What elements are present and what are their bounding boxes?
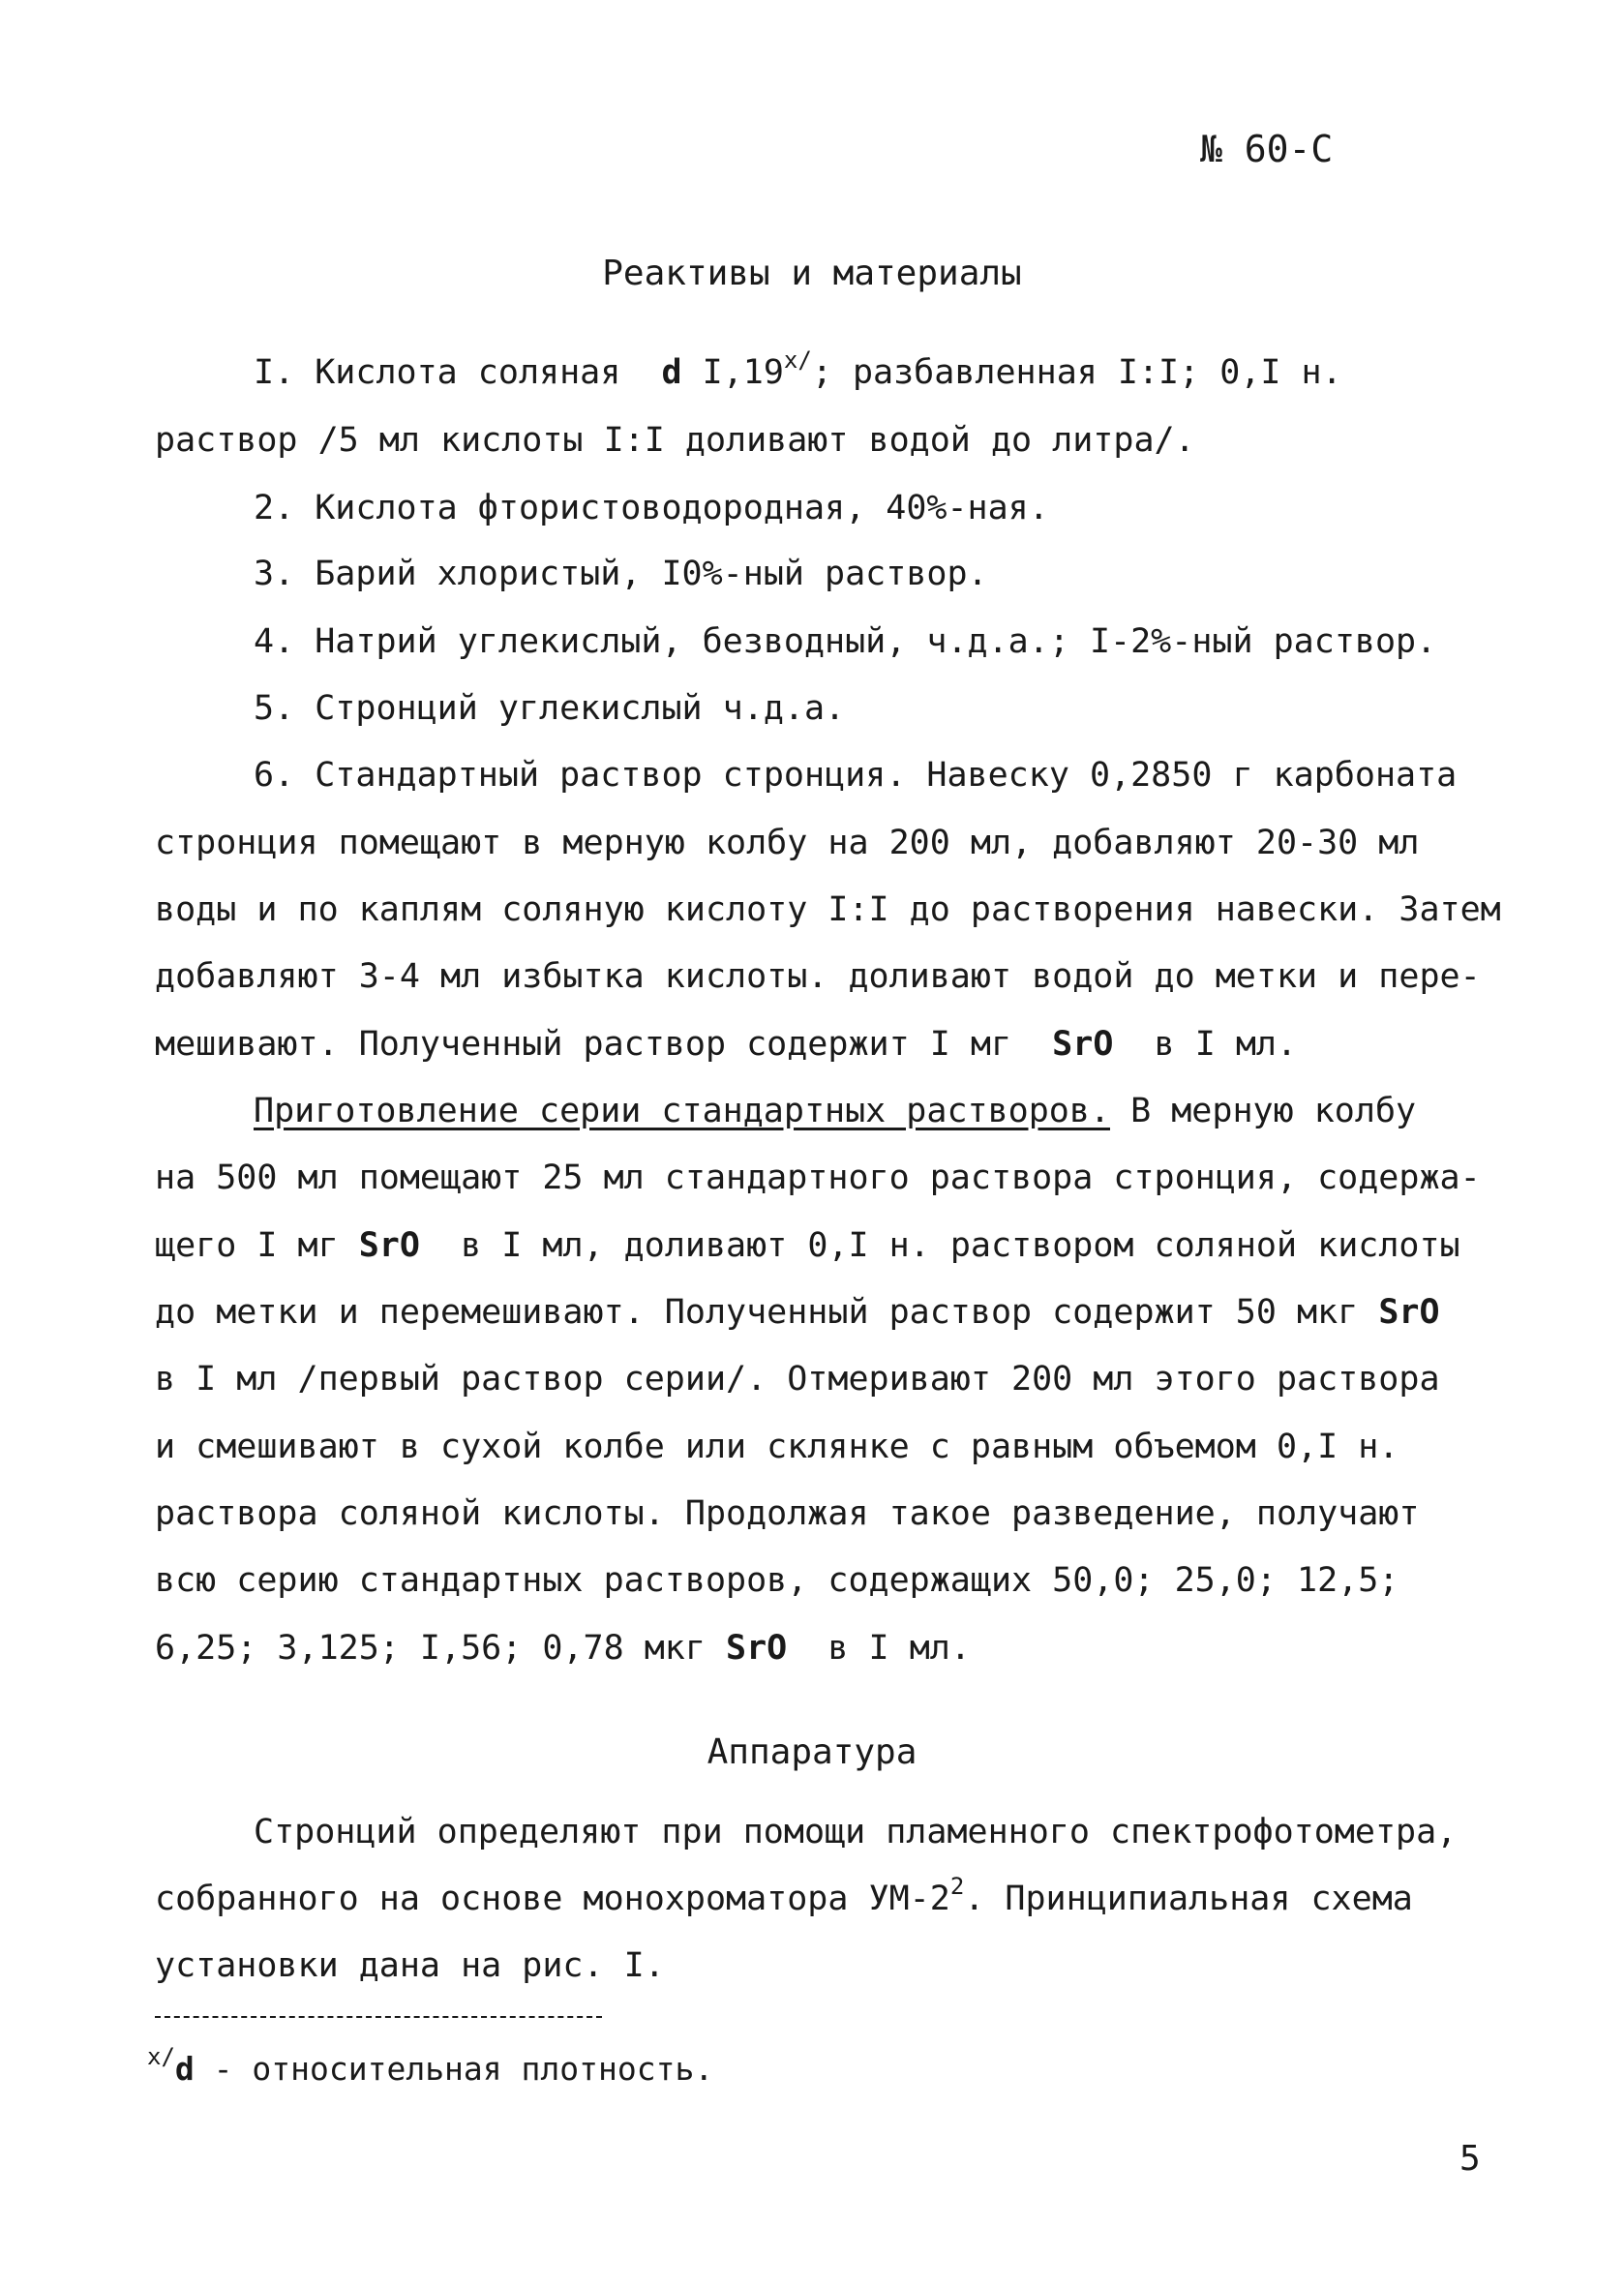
line-text: в I мл, доливают 0,I н. раствором соляной кислоты	[461, 1226, 1460, 1265]
line-text: в I мл.	[827, 1629, 971, 1668]
reagent-item-6	[254, 756, 1458, 795]
line-text: до метки и перемешивают. Полученный раствор содержит 50 мкг	[155, 1293, 1359, 1332]
paragraph-line	[155, 1629, 971, 1668]
paragraph-line: раствора соляной кислоты. Продолжая такое разведение, получают	[155, 1494, 1420, 1533]
item-number: 3.	[254, 555, 295, 593]
formula-sro: SrO	[1052, 1025, 1114, 1064]
reagent-item-5	[254, 689, 846, 728]
paragraph-line: всю серию стандартных растворов, содержащих 50,0; 25,0; 12,5;	[155, 1561, 1399, 1600]
item-number: 2.	[254, 489, 295, 527]
footnote-mark: x/	[147, 2043, 175, 2070]
item-number: 6.	[254, 756, 295, 795]
superscript: 2	[949, 1873, 965, 1900]
line-text: 6,25; 3,125; I,56; 0,78 мкг	[155, 1629, 706, 1668]
paragraph-line: и смешивают в сухой колбе или склянке с равным объемом 0,I н.	[155, 1428, 1399, 1466]
item-number: 4.	[254, 622, 295, 661]
reagent-item-1-continued: раствор /5 мл кислоты I:I доливают водой до литра/.	[155, 421, 1195, 460]
footnote	[147, 2043, 714, 2088]
paragraph-line: добавляют 3-4 мл избытка кислоты. доливают водой до метки и пере-	[155, 957, 1481, 996]
formula-sro: SrO	[1378, 1293, 1440, 1332]
paragraph-line	[155, 1226, 1460, 1265]
paragraph-line: Стронций определяют при помощи пламенного спектрофотометра,	[254, 1813, 1458, 1851]
item-number: I.	[254, 353, 295, 392]
line-text: щего I мг	[155, 1226, 339, 1265]
paragraph-line	[155, 1025, 1298, 1064]
paragraph-line: на 500 мл помещают 25 мл стандартного раствора стронция, содержа-	[155, 1159, 1481, 1197]
footnote-rule	[155, 2016, 602, 2018]
line-text: собранного на основе монохроматора УМ-2	[155, 1880, 950, 1918]
section-heading-reagents: Реактивы и материалы	[602, 254, 1022, 293]
page-number: 5	[1459, 2139, 1481, 2179]
item-text: Кислота соляная	[315, 353, 621, 392]
section-heading-apparatus: Аппаратура	[707, 1732, 917, 1772]
document-number: № 60-С	[1200, 128, 1334, 170]
paragraph-line: стронция помещают в мерную колбу на 200 мл, добавляют 20-30 мл	[155, 824, 1420, 862]
paragraph-line: в I мл /первый раствор серии/. Отмеривают 200 мл этого раствора	[155, 1360, 1440, 1399]
paragraph-line: установки дана на рис. I.	[155, 1946, 665, 1985]
line-text: . Принципиальная схема	[964, 1880, 1413, 1918]
reagent-item-3	[254, 557, 988, 591]
paragraph-line	[155, 1293, 1440, 1332]
reagent-item-2	[254, 489, 1049, 527]
item-number: 5.	[254, 689, 295, 728]
density-symbol: d	[174, 2050, 195, 2088]
density-value: I,19	[702, 353, 784, 392]
prep-title: Приготовление серии стандартных растворов.	[254, 1092, 1111, 1130]
reagent-item-1	[254, 346, 1342, 392]
line-text: В мерную колбу	[1110, 1092, 1417, 1130]
formula-sro: SrO	[358, 1226, 420, 1265]
item-text-rest: ; разбавленная I:I; 0,I н.	[811, 353, 1342, 392]
item-text: Стандартный раствор стронция. Навеску 0,2850 г карбоната	[315, 756, 1458, 795]
prep-paragraph-start	[254, 1092, 1417, 1130]
item-text: Натрий углекислый, безводный, ч.д.а.; I-2%-ный раствор.	[315, 622, 1437, 661]
item-text: Стронций углекислый ч.д.а.	[315, 689, 846, 728]
paragraph-line	[155, 1873, 1413, 1918]
item-text: Барий хлористый, I0%-ный раствор.	[315, 555, 988, 593]
line-text: мешивают. Полученный раствор содержит I мг	[155, 1025, 1012, 1064]
formula-sro: SrO	[726, 1629, 788, 1668]
footnote-text: - относительная плотность.	[194, 2050, 714, 2088]
line-text: в I мл.	[1154, 1025, 1298, 1064]
density-symbol: d	[661, 353, 682, 392]
paragraph-line: воды и по каплям соляную кислоту I:I до растворения навески. Затем	[155, 890, 1501, 929]
item-text: Кислота фтористоводородная, 40%-ная.	[315, 489, 1049, 527]
footnote-mark: x/	[783, 346, 812, 374]
reagent-item-4	[254, 622, 1437, 661]
